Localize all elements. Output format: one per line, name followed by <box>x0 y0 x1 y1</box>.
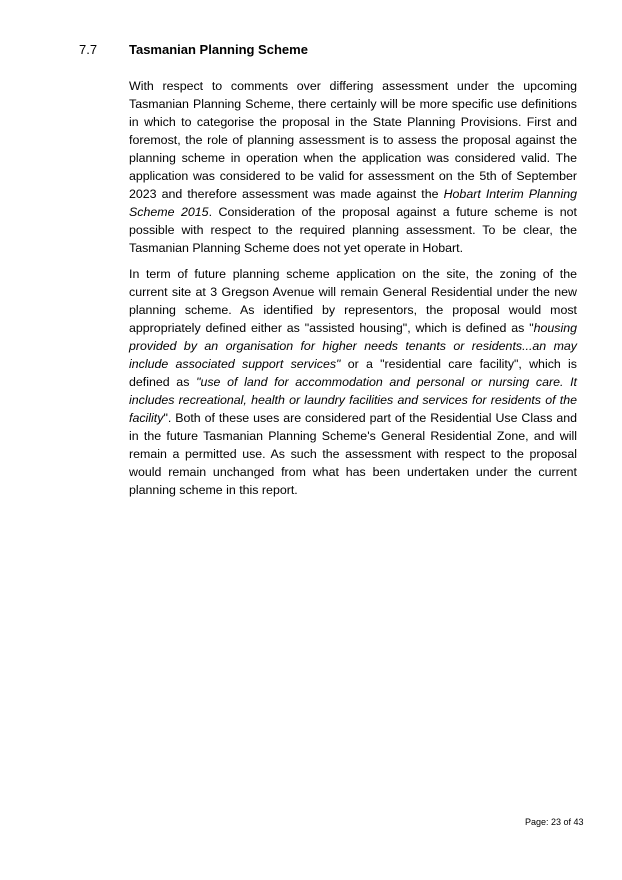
paragraph-text: With respect to comments over differing assessment under the upcoming Tasmanian Planning Scheme, there certainly will be more specific use definitions in which to categorise the proposal in the State Planning Provisions. First and foremost, the role of planning assessment is to assess the proposal against the planning scheme in operation when the application was considered valid. The application was considered to be valid for assessment on the 5th of September 2023 and therefore assessment was made against the <box>129 79 577 201</box>
scheme-name-italic: Hobart Interim Planning Scheme 2015 <box>129 187 577 219</box>
definition-assisted-housing-italic: housing provided by an organisation for higher needs tenants or residents...an may include associated support services" <box>129 321 577 371</box>
paragraph-future-scheme-application <box>129 265 577 499</box>
paragraph-text: ". Both of these uses are considered part of the Residential Use Class and in the future Tasmanian Planning Scheme's General Residential Zone, and will remain a permitted use. As such the assessment with respect to the proposal would remain unchanged from what has been undertaken under the current planning scheme in this report. <box>129 411 577 497</box>
definition-residential-care-italic: "use of land for accommodation and personal or nursing care. It includes recreational, health or laundry facilities and services for residents of the facility <box>129 375 578 425</box>
section-number: 7.7 <box>79 42 98 57</box>
paragraph-text: or a "residential care facility", which is defined as <box>129 357 577 389</box>
paragraph-tasmanian-planning-scheme-intro <box>129 77 577 257</box>
page-number: Page: 23 of 43 <box>525 817 584 827</box>
paragraph-text: . Consideration of the proposal against a future scheme is not possible with respect to the required planning assessment. To be clear, the Tasmanian Planning Scheme does not yet operate in Hobart. <box>129 205 577 255</box>
section-title: Tasmanian Planning Scheme <box>129 42 308 57</box>
paragraph-text: In term of future planning scheme application on the site, the zoning of the current site at 3 Gregson Avenue will remain General Residential under the new planning scheme. As identified by representors, the proposal would most appropriately defined either as "assisted housing", which is defined as " <box>129 267 577 335</box>
